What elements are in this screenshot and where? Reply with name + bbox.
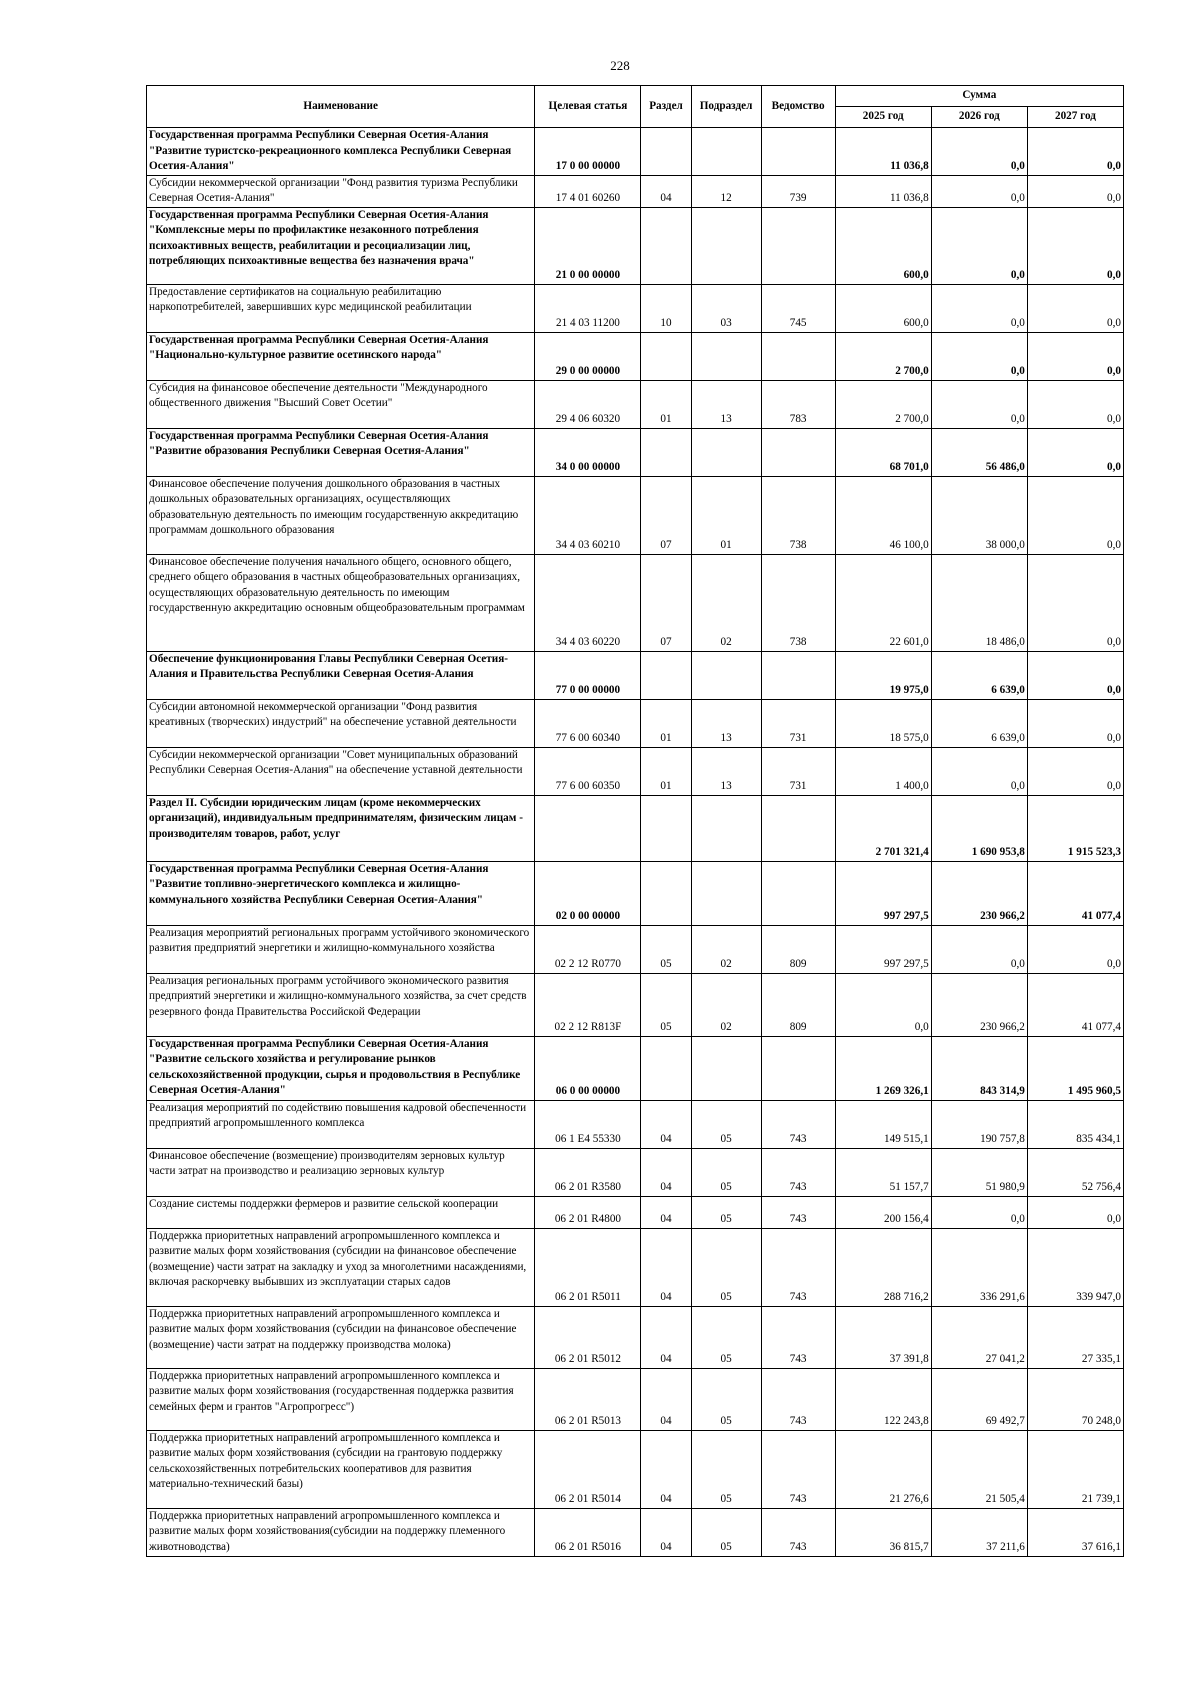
row-name: Реализация мероприятий региональных программ устойчивого экономического развития предприятий энергетики и жилищно-коммунального хозяйства (147, 925, 535, 973)
row-target-article: 77 6 00 60340 (535, 699, 641, 747)
row-sum-2025: 51 157,7 (835, 1148, 931, 1196)
row-sum-2027: 835 434,1 (1027, 1100, 1123, 1148)
table-row (147, 747, 1124, 795)
row-target-article: 17 0 00 00000 (535, 128, 641, 176)
row-sum-2025: 1 269 326,1 (835, 1036, 931, 1100)
row-sum-2025: 11 036,8 (835, 128, 931, 176)
table-row (147, 1508, 1124, 1556)
row-sum-2026: 336 291,6 (931, 1228, 1027, 1306)
row-name: Субсидия на финансовое обеспечение деятельности "Международного общественного движения "Высший Совет Осетии" (147, 380, 535, 428)
row-sum-2027: 0,0 (1027, 651, 1123, 699)
page-number: 228 (610, 58, 630, 73)
row-section: 04 (641, 1196, 691, 1228)
row-section: 04 (641, 1228, 691, 1306)
row-target-article: 21 4 03 11200 (535, 284, 641, 332)
row-sum-2026: 230 966,2 (931, 973, 1027, 1036)
row-department: 743 (761, 1228, 835, 1306)
row-subsection: 05 (691, 1508, 761, 1556)
row-target-article: 06 2 01 R5011 (535, 1228, 641, 1306)
row-sum-2025: 1 400,0 (835, 747, 931, 795)
row-sum-2025: 36 815,7 (835, 1508, 931, 1556)
row-subsection: 05 (691, 1148, 761, 1196)
row-department: 743 (761, 1430, 835, 1508)
row-sum-2027: 41 077,4 (1027, 973, 1123, 1036)
row-sum-2026: 0,0 (931, 284, 1027, 332)
row-target-article: 06 2 01 R3580 (535, 1148, 641, 1196)
row-subsection: 05 (691, 1100, 761, 1148)
row-sum-2025: 18 575,0 (835, 699, 931, 747)
row-department (761, 207, 835, 284)
row-department: 783 (761, 380, 835, 428)
row-name: Государственная программа Республики Северная Осетия-Алания "Развитие топливно-энергетического комплекса и жилищно-коммунального хозяйства Республики Северная Осетия-Алания" (147, 861, 535, 925)
row-sum-2027: 0,0 (1027, 428, 1123, 476)
row-sum-2027: 0,0 (1027, 747, 1123, 795)
row-section (641, 1036, 691, 1100)
row-department: 743 (761, 1196, 835, 1228)
row-section (641, 128, 691, 176)
row-subsection: 13 (691, 747, 761, 795)
row-sum-2025: 46 100,0 (835, 476, 931, 554)
row-sum-2025: 19 975,0 (835, 651, 931, 699)
row-subsection: 05 (691, 1306, 761, 1368)
row-subsection (691, 795, 761, 861)
table-row (147, 207, 1124, 284)
row-target-article: 77 6 00 60350 (535, 747, 641, 795)
row-name: Поддержка приоритетных направлений агропромышленного комплекса и развитие малых форм хозяйствования (субсидии на финансовое обеспечение (возмещение) части затрат на закладку и уход за многолетними насаждениями, включая раскорчевку выбывших из эксплуатации старых садов (147, 1228, 535, 1306)
row-department: 739 (761, 175, 835, 207)
row-subsection: 05 (691, 1196, 761, 1228)
row-subsection (691, 861, 761, 925)
row-department: 743 (761, 1148, 835, 1196)
row-subsection (691, 128, 761, 176)
row-department: 743 (761, 1306, 835, 1368)
row-sum-2027: 27 335,1 (1027, 1306, 1123, 1368)
row-sum-2025: 68 701,0 (835, 428, 931, 476)
table-row (147, 380, 1124, 428)
row-target-article: 06 2 01 R4800 (535, 1196, 641, 1228)
row-section: 07 (641, 554, 691, 651)
row-sum-2027: 0,0 (1027, 207, 1123, 284)
header-year-2026: 2026 год (931, 107, 1027, 128)
table-row (147, 1148, 1124, 1196)
row-target-article: 06 0 00 00000 (535, 1036, 641, 1100)
header-year-2027: 2027 год (1027, 107, 1123, 128)
row-name: Государственная программа Республики Северная Осетия-Алания "Национально-культурное развитие осетинского народа" (147, 332, 535, 380)
row-department (761, 861, 835, 925)
row-subsection (691, 332, 761, 380)
row-section: 01 (641, 380, 691, 428)
row-section: 01 (641, 699, 691, 747)
row-name: Субсидии автономной некоммерческой организации "Фонд развития креативных (творческих) индустрий" на обеспечение уставной деятельности (147, 699, 535, 747)
table-row (147, 476, 1124, 554)
row-sum-2025: 200 156,4 (835, 1196, 931, 1228)
row-name: Субсидии некоммерческой организации "Фонд развития туризма Республики Северная Осетия-Алания" (147, 175, 535, 207)
row-section (641, 861, 691, 925)
row-sum-2025: 2 701 321,4 (835, 795, 931, 861)
row-sum-2026: 21 505,4 (931, 1430, 1027, 1508)
header-department: Ведомство (761, 86, 835, 128)
row-subsection: 05 (691, 1228, 761, 1306)
row-sum-2027: 21 739,1 (1027, 1430, 1123, 1508)
row-sum-2025: 2 700,0 (835, 380, 931, 428)
table-row (147, 1306, 1124, 1368)
row-sum-2026: 0,0 (931, 207, 1027, 284)
row-name: Создание системы поддержки фермеров и развитие сельской кооперации (147, 1196, 535, 1228)
row-sum-2027: 1 915 523,3 (1027, 795, 1123, 861)
row-name: Поддержка приоритетных направлений агропромышленного комплекса и развитие малых форм хозяйствования (субсидии на грантовую поддержку сельскохозяйственных потребительских кооперативов для развития материально-технический базы) (147, 1430, 535, 1508)
row-sum-2027: 0,0 (1027, 699, 1123, 747)
table-row (147, 861, 1124, 925)
row-department: 738 (761, 554, 835, 651)
row-section (641, 428, 691, 476)
row-target-article (535, 795, 641, 861)
row-section: 04 (641, 1508, 691, 1556)
row-name: Государственная программа Республики Северная Осетия-Алания "Развитие образования Республики Северная Осетия-Алания" (147, 428, 535, 476)
row-name: Поддержка приоритетных направлений агропромышленного комплекса и развитие малых форм хозяйствования(субсидии на поддержку племенного животноводства) (147, 1508, 535, 1556)
row-sum-2027: 70 248,0 (1027, 1368, 1123, 1430)
row-section (641, 651, 691, 699)
row-sum-2026: 6 639,0 (931, 651, 1027, 699)
row-sum-2027: 52 756,4 (1027, 1148, 1123, 1196)
row-sum-2025: 22 601,0 (835, 554, 931, 651)
row-department: 743 (761, 1100, 835, 1148)
row-target-article: 17 4 01 60260 (535, 175, 641, 207)
table-row (147, 284, 1124, 332)
row-target-article: 29 0 00 00000 (535, 332, 641, 380)
row-section (641, 332, 691, 380)
row-section: 01 (641, 747, 691, 795)
row-department: 743 (761, 1508, 835, 1556)
row-subsection: 02 (691, 973, 761, 1036)
row-department (761, 128, 835, 176)
row-sum-2026: 0,0 (931, 747, 1027, 795)
row-subsection: 01 (691, 476, 761, 554)
row-name: Раздел II. Субсидии юридическим лицам (кроме некоммерческих организаций), индивидуальным предпринимателям, физическим лицам - производителям товаров, работ, услуг (147, 795, 535, 861)
row-sum-2025: 2 700,0 (835, 332, 931, 380)
row-department: 731 (761, 747, 835, 795)
row-sum-2026: 51 980,9 (931, 1148, 1027, 1196)
row-sum-2027: 0,0 (1027, 380, 1123, 428)
table-body (147, 128, 1124, 1557)
row-name: Предоставление сертификатов на социальную реабилитацию наркопотребителей, завершивших курс медицинской реабилитации (147, 284, 535, 332)
row-subsection: 13 (691, 380, 761, 428)
row-subsection: 12 (691, 175, 761, 207)
row-sum-2026: 0,0 (931, 1196, 1027, 1228)
table-row (147, 332, 1124, 380)
row-name: Финансовое обеспечение (возмещение) производителям зерновых культур части затрат на производство и реализацию зерновых культур (147, 1148, 535, 1196)
row-sum-2027: 0,0 (1027, 284, 1123, 332)
row-department (761, 428, 835, 476)
row-subsection: 05 (691, 1430, 761, 1508)
row-subsection: 03 (691, 284, 761, 332)
table-row (147, 428, 1124, 476)
row-sum-2026: 18 486,0 (931, 554, 1027, 651)
row-department: 745 (761, 284, 835, 332)
row-target-article: 02 0 00 00000 (535, 861, 641, 925)
row-sum-2026: 0,0 (931, 175, 1027, 207)
row-subsection (691, 651, 761, 699)
table-row (147, 795, 1124, 861)
table-row (147, 1196, 1124, 1228)
row-target-article: 06 2 01 R5016 (535, 1508, 641, 1556)
table-row (147, 1368, 1124, 1430)
row-sum-2026: 0,0 (931, 128, 1027, 176)
table-row (147, 175, 1124, 207)
row-sum-2025: 122 243,8 (835, 1368, 931, 1430)
row-sum-2027: 0,0 (1027, 175, 1123, 207)
row-name: Обеспечение функционирования Главы Республики Северная Осетия-Алания и Правительства Республики Северная Осетия-Алания (147, 651, 535, 699)
row-sum-2027: 0,0 (1027, 1196, 1123, 1228)
row-sum-2026: 0,0 (931, 925, 1027, 973)
table-row (147, 651, 1124, 699)
row-sum-2027: 41 077,4 (1027, 861, 1123, 925)
table-row (147, 1100, 1124, 1148)
row-subsection: 13 (691, 699, 761, 747)
row-target-article: 77 0 00 00000 (535, 651, 641, 699)
row-section (641, 795, 691, 861)
row-target-article: 06 2 01 R5013 (535, 1368, 641, 1430)
table-row (147, 973, 1124, 1036)
row-name: Субсидии некоммерческой организации "Совет муниципальных образований Республики Северная Осетия-Алания" на обеспечение уставной деятельности (147, 747, 535, 795)
row-name: Реализация региональных программ устойчивого экономического развития предприятий энергетики и жилищно-коммунального хозяйства, за счет средств резервного фонда Правительства Российской Федерации (147, 973, 535, 1036)
row-sum-2026: 230 966,2 (931, 861, 1027, 925)
row-department (761, 332, 835, 380)
row-section: 04 (641, 1430, 691, 1508)
row-sum-2025: 21 276,6 (835, 1430, 931, 1508)
row-section: 04 (641, 1100, 691, 1148)
row-sum-2026: 190 757,8 (931, 1100, 1027, 1148)
row-name: Поддержка приоритетных направлений агропромышленного комплекса и развитие малых форм хозяйствования (субсидии на финансовое обеспечение (возмещение) части затрат на поддержку производства молока) (147, 1306, 535, 1368)
row-sum-2026: 0,0 (931, 380, 1027, 428)
row-subsection: 02 (691, 554, 761, 651)
row-name: Поддержка приоритетных направлений агропромышленного комплекса и развитие малых форм хозяйствования (государственная поддержка развития семейных ферм и грантов "Агропрогресс") (147, 1368, 535, 1430)
row-name: Финансовое обеспечение получения начального общего, основного общего, среднего общего образования в частных общеобразовательных организациях, осуществляющих образовательную деятельность по имеющим государственную аккредитацию основным общеобразовательным программам (147, 554, 535, 651)
row-sum-2027: 0,0 (1027, 476, 1123, 554)
table-row (147, 1036, 1124, 1100)
row-department (761, 651, 835, 699)
row-sum-2026: 69 492,7 (931, 1368, 1027, 1430)
row-name: Государственная программа Республики Северная Осетия-Алания "Развитие туристско-рекреационного комплекса Республики Северная Осетия-Алания" (147, 128, 535, 176)
table-row (147, 1430, 1124, 1508)
row-section (641, 207, 691, 284)
row-department: 743 (761, 1368, 835, 1430)
table-row (147, 128, 1124, 176)
row-section: 05 (641, 925, 691, 973)
row-target-article: 29 4 06 60320 (535, 380, 641, 428)
row-subsection (691, 1036, 761, 1100)
row-sum-2026: 56 486,0 (931, 428, 1027, 476)
row-sum-2027: 0,0 (1027, 925, 1123, 973)
row-department (761, 795, 835, 861)
row-sum-2026: 0,0 (931, 332, 1027, 380)
row-target-article: 34 4 03 60220 (535, 554, 641, 651)
header-target-article: Целевая статья (535, 86, 641, 128)
row-sum-2027: 339 947,0 (1027, 1228, 1123, 1306)
budget-table (146, 85, 1124, 1557)
row-target-article: 06 2 01 R5012 (535, 1306, 641, 1368)
row-target-article: 06 1 Е4 55330 (535, 1100, 641, 1148)
header-section: Раздел (641, 86, 691, 128)
row-section: 07 (641, 476, 691, 554)
row-target-article: 02 2 12 R813F (535, 973, 641, 1036)
row-name: Реализация мероприятий по содействию повышения кадровой обеспеченности предприятий агропромышленного комплекса (147, 1100, 535, 1148)
row-sum-2026: 27 041,2 (931, 1306, 1027, 1368)
row-sum-2025: 11 036,8 (835, 175, 931, 207)
row-section: 04 (641, 1368, 691, 1430)
row-sum-2027: 37 616,1 (1027, 1508, 1123, 1556)
row-target-article: 34 4 03 60210 (535, 476, 641, 554)
row-subsection: 05 (691, 1368, 761, 1430)
header-name: Наименование (147, 86, 535, 128)
table-row (147, 925, 1124, 973)
table-row (147, 554, 1124, 651)
row-section: 05 (641, 973, 691, 1036)
row-sum-2027: 0,0 (1027, 128, 1123, 176)
row-sum-2025: 288 716,2 (835, 1228, 931, 1306)
row-sum-2025: 600,0 (835, 284, 931, 332)
row-section: 10 (641, 284, 691, 332)
row-sum-2027: 0,0 (1027, 554, 1123, 651)
header-sum: Сумма (835, 86, 1123, 107)
table-row (147, 699, 1124, 747)
row-subsection (691, 428, 761, 476)
row-target-article: 06 2 01 R5014 (535, 1430, 641, 1508)
row-section: 04 (641, 1306, 691, 1368)
header-year-2025: 2025 год (835, 107, 931, 128)
row-sum-2025: 37 391,8 (835, 1306, 931, 1368)
row-target-article: 02 2 12 R0770 (535, 925, 641, 973)
row-sum-2025: 997 297,5 (835, 861, 931, 925)
row-sum-2027: 0,0 (1027, 332, 1123, 380)
row-sum-2025: 149 515,1 (835, 1100, 931, 1148)
row-name: Государственная программа Республики Северная Осетия-Алания "Развитие сельского хозяйства и регулирование рынков сельскохозяйственной продукции, сырья и продовольствия в Республике Северная Осетия-Алания" (147, 1036, 535, 1100)
header-subsection: Подраздел (691, 86, 761, 128)
row-name: Государственная программа Республики Северная Осетия-Алания "Комплексные меры по профилактике незаконного потребления психоактивных веществ, реабилитации и ресоциализации лиц, потребляющих психоактивные вещества без назначения врача" (147, 207, 535, 284)
row-sum-2025: 600,0 (835, 207, 931, 284)
row-sum-2025: 997 297,5 (835, 925, 931, 973)
row-sum-2027: 1 495 960,5 (1027, 1036, 1123, 1100)
row-section: 04 (641, 1148, 691, 1196)
row-sum-2026: 6 639,0 (931, 699, 1027, 747)
row-department: 731 (761, 699, 835, 747)
row-target-article: 21 0 00 00000 (535, 207, 641, 284)
row-section: 04 (641, 175, 691, 207)
row-department: 809 (761, 973, 835, 1036)
row-department: 738 (761, 476, 835, 554)
row-department: 809 (761, 925, 835, 973)
row-subsection: 02 (691, 925, 761, 973)
row-sum-2025: 0,0 (835, 973, 931, 1036)
row-name: Финансовое обеспечение получения дошкольного образования в частных дошкольных образовательных организациях, осуществляющих образовательную деятельность по имеющим государственную аккредитацию программам дошкольного образования (147, 476, 535, 554)
row-sum-2026: 843 314,9 (931, 1036, 1027, 1100)
row-sum-2026: 38 000,0 (931, 476, 1027, 554)
row-target-article: 34 0 00 00000 (535, 428, 641, 476)
table-row (147, 1228, 1124, 1306)
row-subsection (691, 207, 761, 284)
row-sum-2026: 1 690 953,8 (931, 795, 1027, 861)
row-department (761, 1036, 835, 1100)
table-header (147, 86, 1124, 128)
row-sum-2026: 37 211,6 (931, 1508, 1027, 1556)
